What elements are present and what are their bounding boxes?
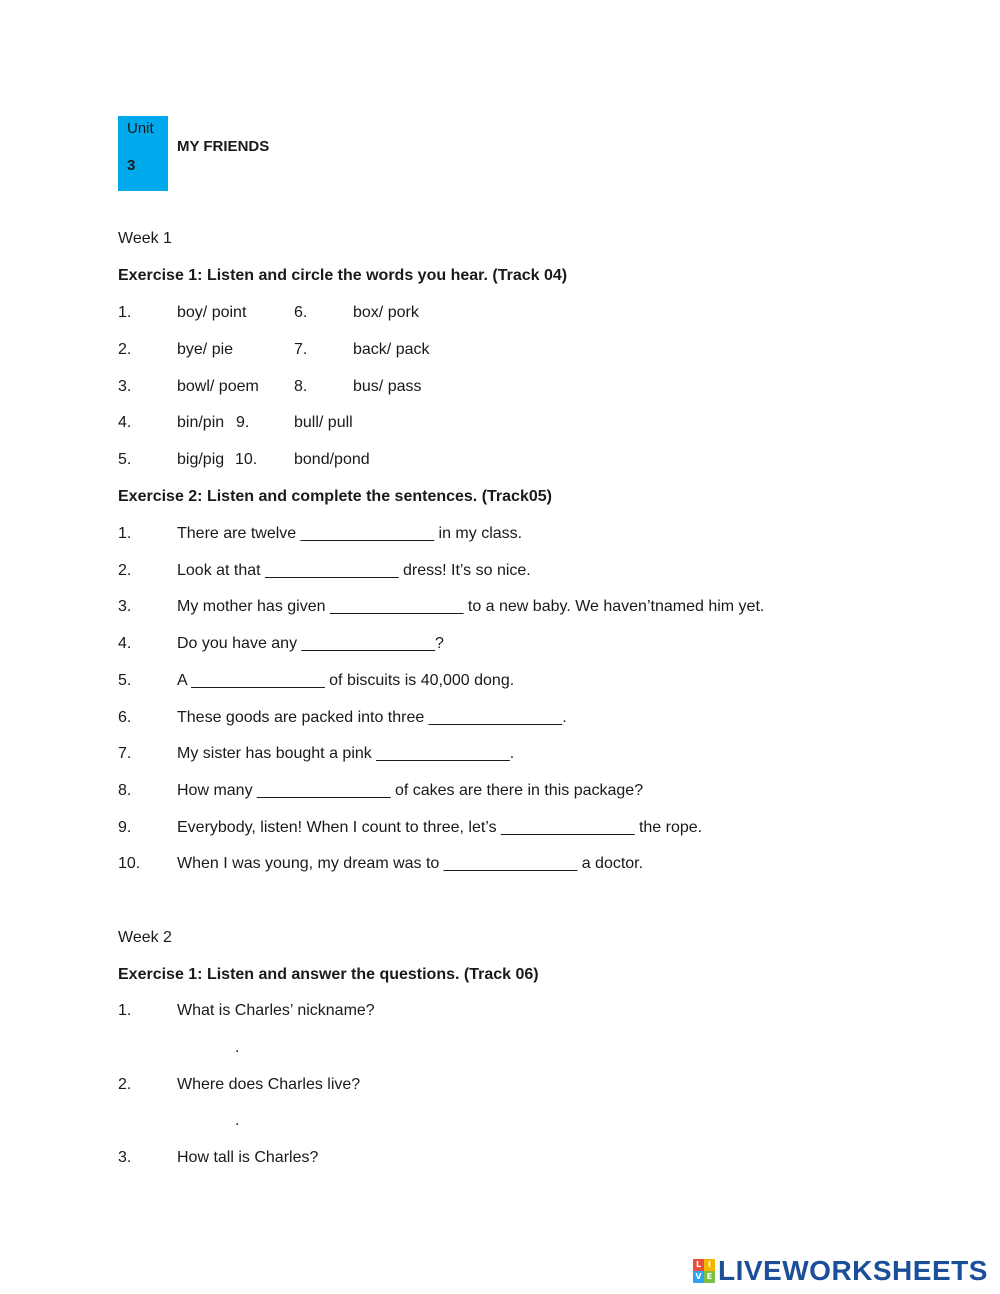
item-number: 8. [118,782,132,799]
item-number: 7. [118,745,132,762]
item-number: 5. [118,451,132,468]
word-pair: bus/ pass [353,378,422,395]
answer-line[interactable]: . [235,1112,240,1129]
item-number: 1. [118,1002,132,1019]
word-pair: bye/ pie [177,341,234,358]
item-number: 3. [118,378,132,395]
word-pair: bull/ pull [294,414,353,431]
question: How tall is Charles? [177,1149,319,1166]
logo-text: LIVEWORKSHEETS [718,1255,988,1286]
item-number: 10. [118,855,141,872]
sentence: Do you have any _______________? [177,635,444,652]
logo-mark-letter: V [693,1271,704,1283]
logo-mark-letter: I [704,1259,715,1271]
sentence: Look at that _______________ dress! It’s so nice. [177,562,531,579]
answer-line[interactable]: . [235,1039,240,1056]
logo-mark-letter: L [693,1259,704,1271]
word-pair: box/ pork [353,304,419,321]
week1-exercise2-title: Exercise 2: Listen and complete the sentences. (Track05) [118,488,552,505]
item-number: 7. [294,341,308,358]
question: Where does Charles live? [177,1076,361,1093]
item-number: 2. [118,562,132,579]
sentence: There are twelve _______________ in my class. [177,525,523,542]
word-pair: bin/pin [177,414,225,431]
sentence: These goods are packed into three _______________. [177,709,567,726]
item-number: 10. [235,451,258,468]
week1-exercise1-title: Exercise 1: Listen and circle the words you hear. (Track 04) [118,267,568,284]
item-number: 2. [118,1076,132,1093]
item-number: 1. [118,304,132,321]
word-pair: bowl/ poem [177,378,259,395]
sentence: My sister has bought a pink _______________. [177,745,515,762]
item-number: 8. [294,378,308,395]
word-pair: bond/pond [294,451,370,468]
item-number: 4. [118,414,132,431]
word-pair: back/ pack [353,341,430,358]
unit-badge [118,116,168,191]
word-pair: boy/ point [177,304,247,321]
sentence: Everybody, listen! When I count to three, let’s _______________ the rope. [177,819,703,836]
week2-label: Week 2 [118,929,172,946]
sentence: When I was young, my dream was to _______________ a doctor. [177,855,644,872]
sentence: A _______________ of biscuits is 40,000 dong. [177,672,515,689]
item-number: 9. [118,819,132,836]
sentence: My mother has given _______________ to a new baby. We haven’tnamed him yet. [177,598,765,615]
unit-title: MY FRIENDS [177,138,270,155]
item-number: 6. [118,709,132,726]
week1-label: Week 1 [118,230,172,247]
logo-mark-icon [693,1259,715,1283]
question: What is Charles’ nickname? [177,1002,375,1019]
item-number: 2. [118,341,132,358]
item-number: 4. [118,635,132,652]
item-number: 3. [118,1149,132,1166]
sentence: How many _______________ of cakes are there in this package? [177,782,644,799]
week2-exercise1-title: Exercise 1: Listen and answer the questions. (Track 06) [118,966,539,983]
item-number: 5. [118,672,132,689]
unit-number: 3 [127,157,136,174]
word-pair: big/pig [177,451,225,468]
liveworksheets-logo [693,1254,988,1288]
logo-mark-letter: E [704,1271,715,1283]
item-number: 9. [236,414,250,431]
item-number: 3. [118,598,132,615]
unit-label: Unit [127,120,154,137]
item-number: 6. [294,304,308,321]
item-number: 1. [118,525,132,542]
